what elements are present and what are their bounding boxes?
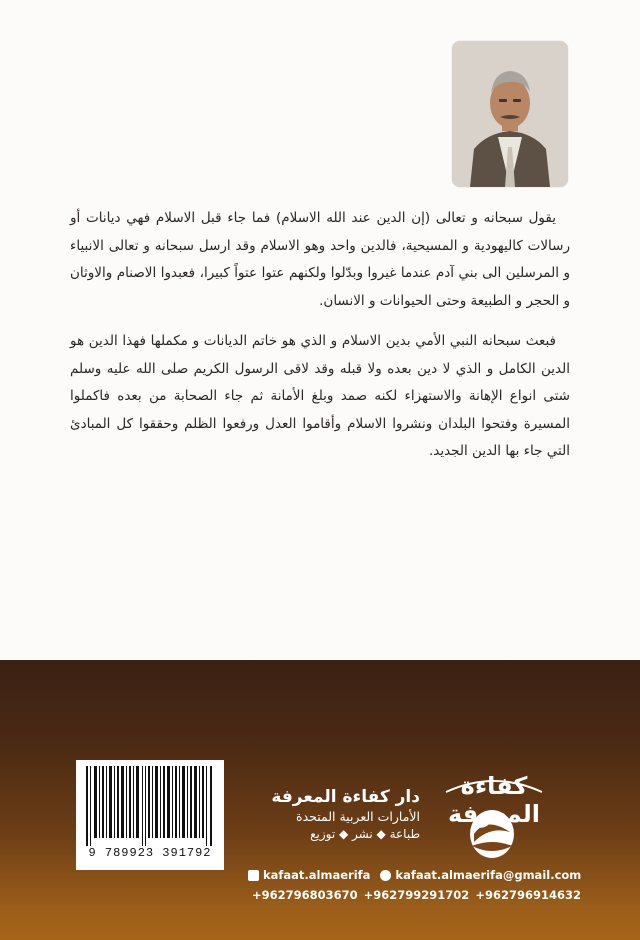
email-icon — [380, 870, 391, 881]
blurb-text — [70, 205, 570, 466]
phone-2[interactable]: +962799291702 — [363, 888, 470, 902]
contact-row-phones — [244, 885, 581, 905]
email-address: kafaat.almaerifa@gmail.com — [395, 868, 582, 882]
author-portrait-image — [452, 41, 568, 187]
publisher-services: طباعة ◆ نشر ◆ توزيع — [310, 827, 420, 841]
isbn-number: 9 789923 391792 — [88, 846, 212, 860]
author-photo — [452, 41, 568, 187]
facebook-contact[interactable] — [244, 868, 370, 882]
barcode — [76, 760, 224, 870]
publisher-logo-text: كفاءة المعرفة — [447, 772, 541, 828]
facebook-icon — [248, 870, 259, 881]
publisher-logo — [434, 772, 554, 870]
phone-1[interactable]: +962796803670 — [252, 888, 358, 902]
publisher-info — [232, 786, 420, 843]
blurb-paragraph-1: يقول سبحانه و تعالى (إن الدين عند الله الاسلام) فما جاء قبل الاسلام فهي ديانات أو رسالات كاليهودية و المسيحية، فالدين واحد وهو الاسلام وقد ارسل سبحانه و تعالى الانبياء و المرسلين الى بني آدم عندما غيروا وبدّلوا ولكنهم عتوا عتواً كبيرا، فعبدوا الاصنام والاوثان و الحجر و الطبيعة وحتى الحيوانات و الانسان. — [70, 210, 570, 309]
contact-row-social — [244, 865, 582, 885]
facebook-handle: kafaat.almaerifa — [263, 868, 371, 882]
contact-info — [244, 865, 582, 905]
email-contact[interactable] — [376, 868, 581, 882]
barcode-bars — [84, 766, 216, 846]
blurb-paragraph-2: فبعث سبحانه النبي الأمي بدين الاسلام و الذي هو خاتم الديانات و مكملها فهذا الدين هو الدين الكامل و الذي لا دين بعده ولا قبله وقد لاقى الرسول الكريم صلى الله عليه وسلم شتى انواع الإهانة والاستهزاء لكنه صمد وبلغ الأمانة ثم جاء الصحابة من بعده فاكملوا المسيرة وفتحوا البلدان ونشروا الاسلام وأقاموا العدل ورفعوا الظلم وحققوا كل المبادئ التي جاء بها الدين الجديد. — [70, 333, 570, 459]
publisher-name: دار كفاءة المعرفة — [271, 787, 420, 807]
phone-3[interactable]: +962796914632 — [475, 888, 581, 902]
publisher-country: الأمارات العربية المتحدة — [296, 809, 420, 824]
